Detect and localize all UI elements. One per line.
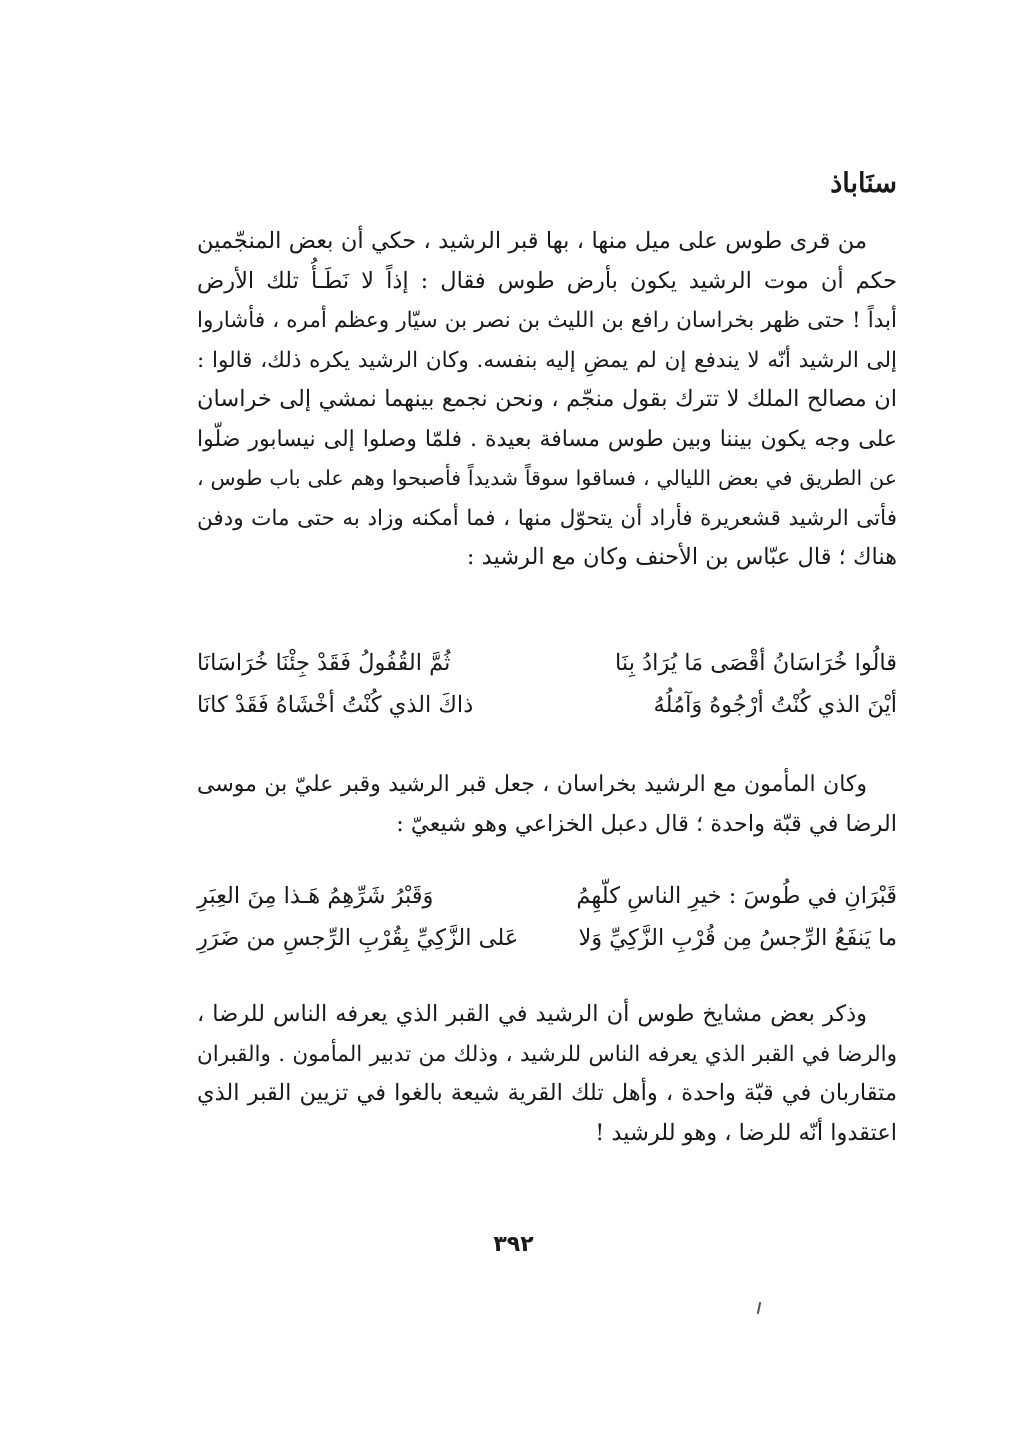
verse-line <box>197 642 897 684</box>
text-line: والرضا في القبر الذي يعرفه الناس للرشيد ، وذلك من تدبير المأمون . والقبران <box>197 1041 897 1067</box>
text-line: من قرى طوس على ميل منها ، بها قبر الرشيد ، حكي أن بعض المنجّمين <box>197 228 867 254</box>
paragraph-1 <box>197 222 897 578</box>
verse-line <box>197 875 897 917</box>
text-line: الرضا في قبّة واحدة ؛ قال دعبل الخزاعي وهو شيعيّ : <box>396 810 897 837</box>
text-line: وذكر بعض مشايخ طوس أن الرشيد في القبر الذي يعرفه الناس للرضا ، <box>197 1001 867 1027</box>
text-line: أبداً ! حتى ظهر بخراسان رافع بن الليث بن نصر بن سيّار وعظم أمره ، فأشاروا <box>197 308 897 333</box>
paragraph-2 <box>197 765 897 844</box>
verse-second-hemistich: ثُمَّ القُفُولُ فَقَدْ جِئْنَا خُرَاسَانَا <box>197 650 451 676</box>
paragraph-3 <box>197 995 897 1153</box>
text-line: حكم أن موت الرشيد يكون بأرض طوس فقال : إذاً لا نَطَـأُ تلك الأرض <box>197 267 897 294</box>
text-line: متقاربان في قبّة واحدة ، وأهل تلك القرية شيعة بالغوا في تزيين القبر الذي <box>197 1080 897 1106</box>
text-line: فأتى الرشيد قشعريرة فأراد أن يتحوّل منها ، فما أمكنه وزاد به حتى مات ودفن <box>197 505 897 531</box>
verse-line <box>197 917 897 959</box>
text-line: وكان المأمون مع الرشيد بخراسان ، جعل قبر الرشيد وقبر عليّ بن موسى <box>197 772 867 797</box>
verse-second-hemistich: وَقَبْرُ شَرِّهِمُ هَـذا مِنَ العِبَرِ <box>197 883 434 909</box>
verse-first-hemistich: قالُوا خُرَاسَانُ أقْصَى مَا يُرَادُ بِنَا <box>615 650 897 676</box>
text-line: اعتقدوا أنّه للرضا ، وهو للرشيد ! <box>595 1119 897 1146</box>
verse-second-hemistich: عَلى الزَّكِيِّ بِقُرْبِ الرِّجسِ من ضَرَرِ <box>197 925 519 951</box>
text-line: إلى الرشيد أنّه لا يندفع إن لم يمضِ إليه بنفسه. وكان الرشيد يكره ذلك، قالوا : <box>197 347 897 373</box>
text-line: ان مصالح الملك لا تترك بقول منجّم ، ونحن نجمع بينهما نمشي إلى خراسان <box>197 386 897 412</box>
page-title: سنَاباذ <box>830 168 897 199</box>
scan-mark <box>757 1302 761 1314</box>
verse-first-hemistich: قَبْرَانِ في طُوسَ : خيرِ الناسِ كلّهِمُ <box>576 883 897 909</box>
text-line: على وجه يكون بيننا وبين طوس مسافة بعيدة . فلمّا وصلوا إلى نيسابور ضلّوا <box>197 426 897 452</box>
poem-2 <box>197 875 897 959</box>
text-line: هناك ؛ قال عبّاس بن الأحنف وكان مع الرشيد : <box>466 544 897 570</box>
verse-second-hemistich: ذاكَ الذي كُنْتُ أخْشَاهُ فَقَدْ كانَا <box>197 692 474 718</box>
verse-first-hemistich: أيْنَ الذي كُنْتُ أرْجُوهُ وَآمُلُهُ <box>653 692 897 718</box>
verse-line <box>197 684 897 726</box>
page-number: ٣٩٢ <box>493 1232 534 1257</box>
verse-first-hemistich: ما يَنفَعُ الرِّجسُ مِن قُرْبِ الزَّكِيِّ وَلا <box>578 925 897 951</box>
poem-1 <box>197 642 897 726</box>
text-line: عن الطريق في بعض الليالي ، فساقوا سوقاً شديداً فأصبحوا وهم على باب طوس ، <box>197 466 897 490</box>
